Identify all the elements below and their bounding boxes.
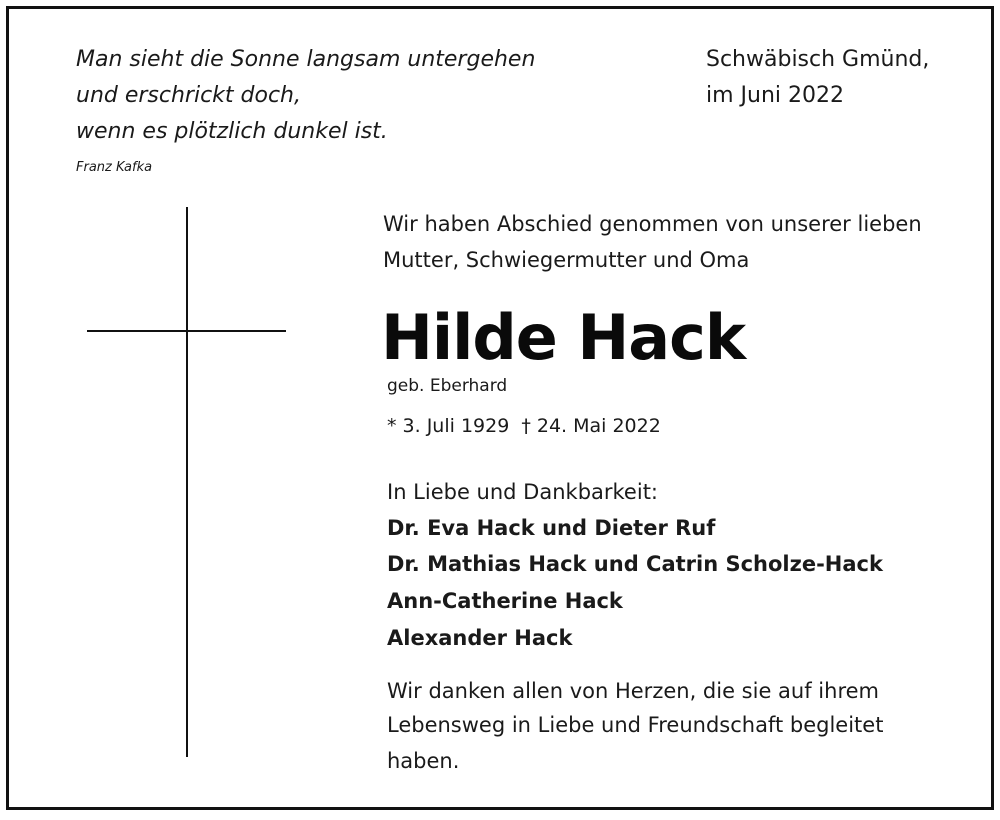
quote-author: Franz Kafka bbox=[76, 160, 153, 175]
date: im Juni 2022 bbox=[706, 83, 845, 108]
cross-vertical-bar bbox=[186, 207, 188, 757]
mourners-label: In Liebe und Dankbarkeit: bbox=[387, 480, 659, 504]
quote-line: wenn es plötzlich dunkel ist. bbox=[76, 119, 388, 144]
quote-line: und erschrickt doch, bbox=[76, 83, 301, 108]
mourner-name: Dr. Eva Hack und Dieter Ruf bbox=[387, 516, 716, 540]
life-dates bbox=[387, 411, 661, 441]
quote-line: Man sieht die Sonne langsam untergehen bbox=[76, 47, 536, 72]
death-date: † 24. Mai 2022 bbox=[521, 415, 661, 437]
cross-horizontal-bar bbox=[87, 330, 286, 332]
closing-line: Lebensweg in Liebe und Freundschaft begleitet bbox=[387, 713, 884, 737]
maiden-name: geb. Eberhard bbox=[387, 376, 508, 396]
birth-date: * 3. Juli 1929 bbox=[387, 415, 510, 437]
intro-line: Mutter, Schwiegermutter und Oma bbox=[383, 248, 750, 272]
intro-line: Wir haben Abschied genommen von unserer lieben bbox=[383, 212, 922, 236]
mourner-name: Ann-Catherine Hack bbox=[387, 589, 623, 613]
closing-line: Wir danken allen von Herzen, die sie auf ihrem bbox=[387, 679, 879, 703]
mourner-name: Alexander Hack bbox=[387, 626, 573, 650]
deceased-name: Hilde Hack bbox=[381, 301, 746, 374]
mourner-name: Dr. Mathias Hack und Catrin Scholze-Hack bbox=[387, 552, 883, 576]
closing-line: haben. bbox=[387, 749, 460, 773]
place: Schwäbisch Gmünd, bbox=[706, 47, 930, 72]
